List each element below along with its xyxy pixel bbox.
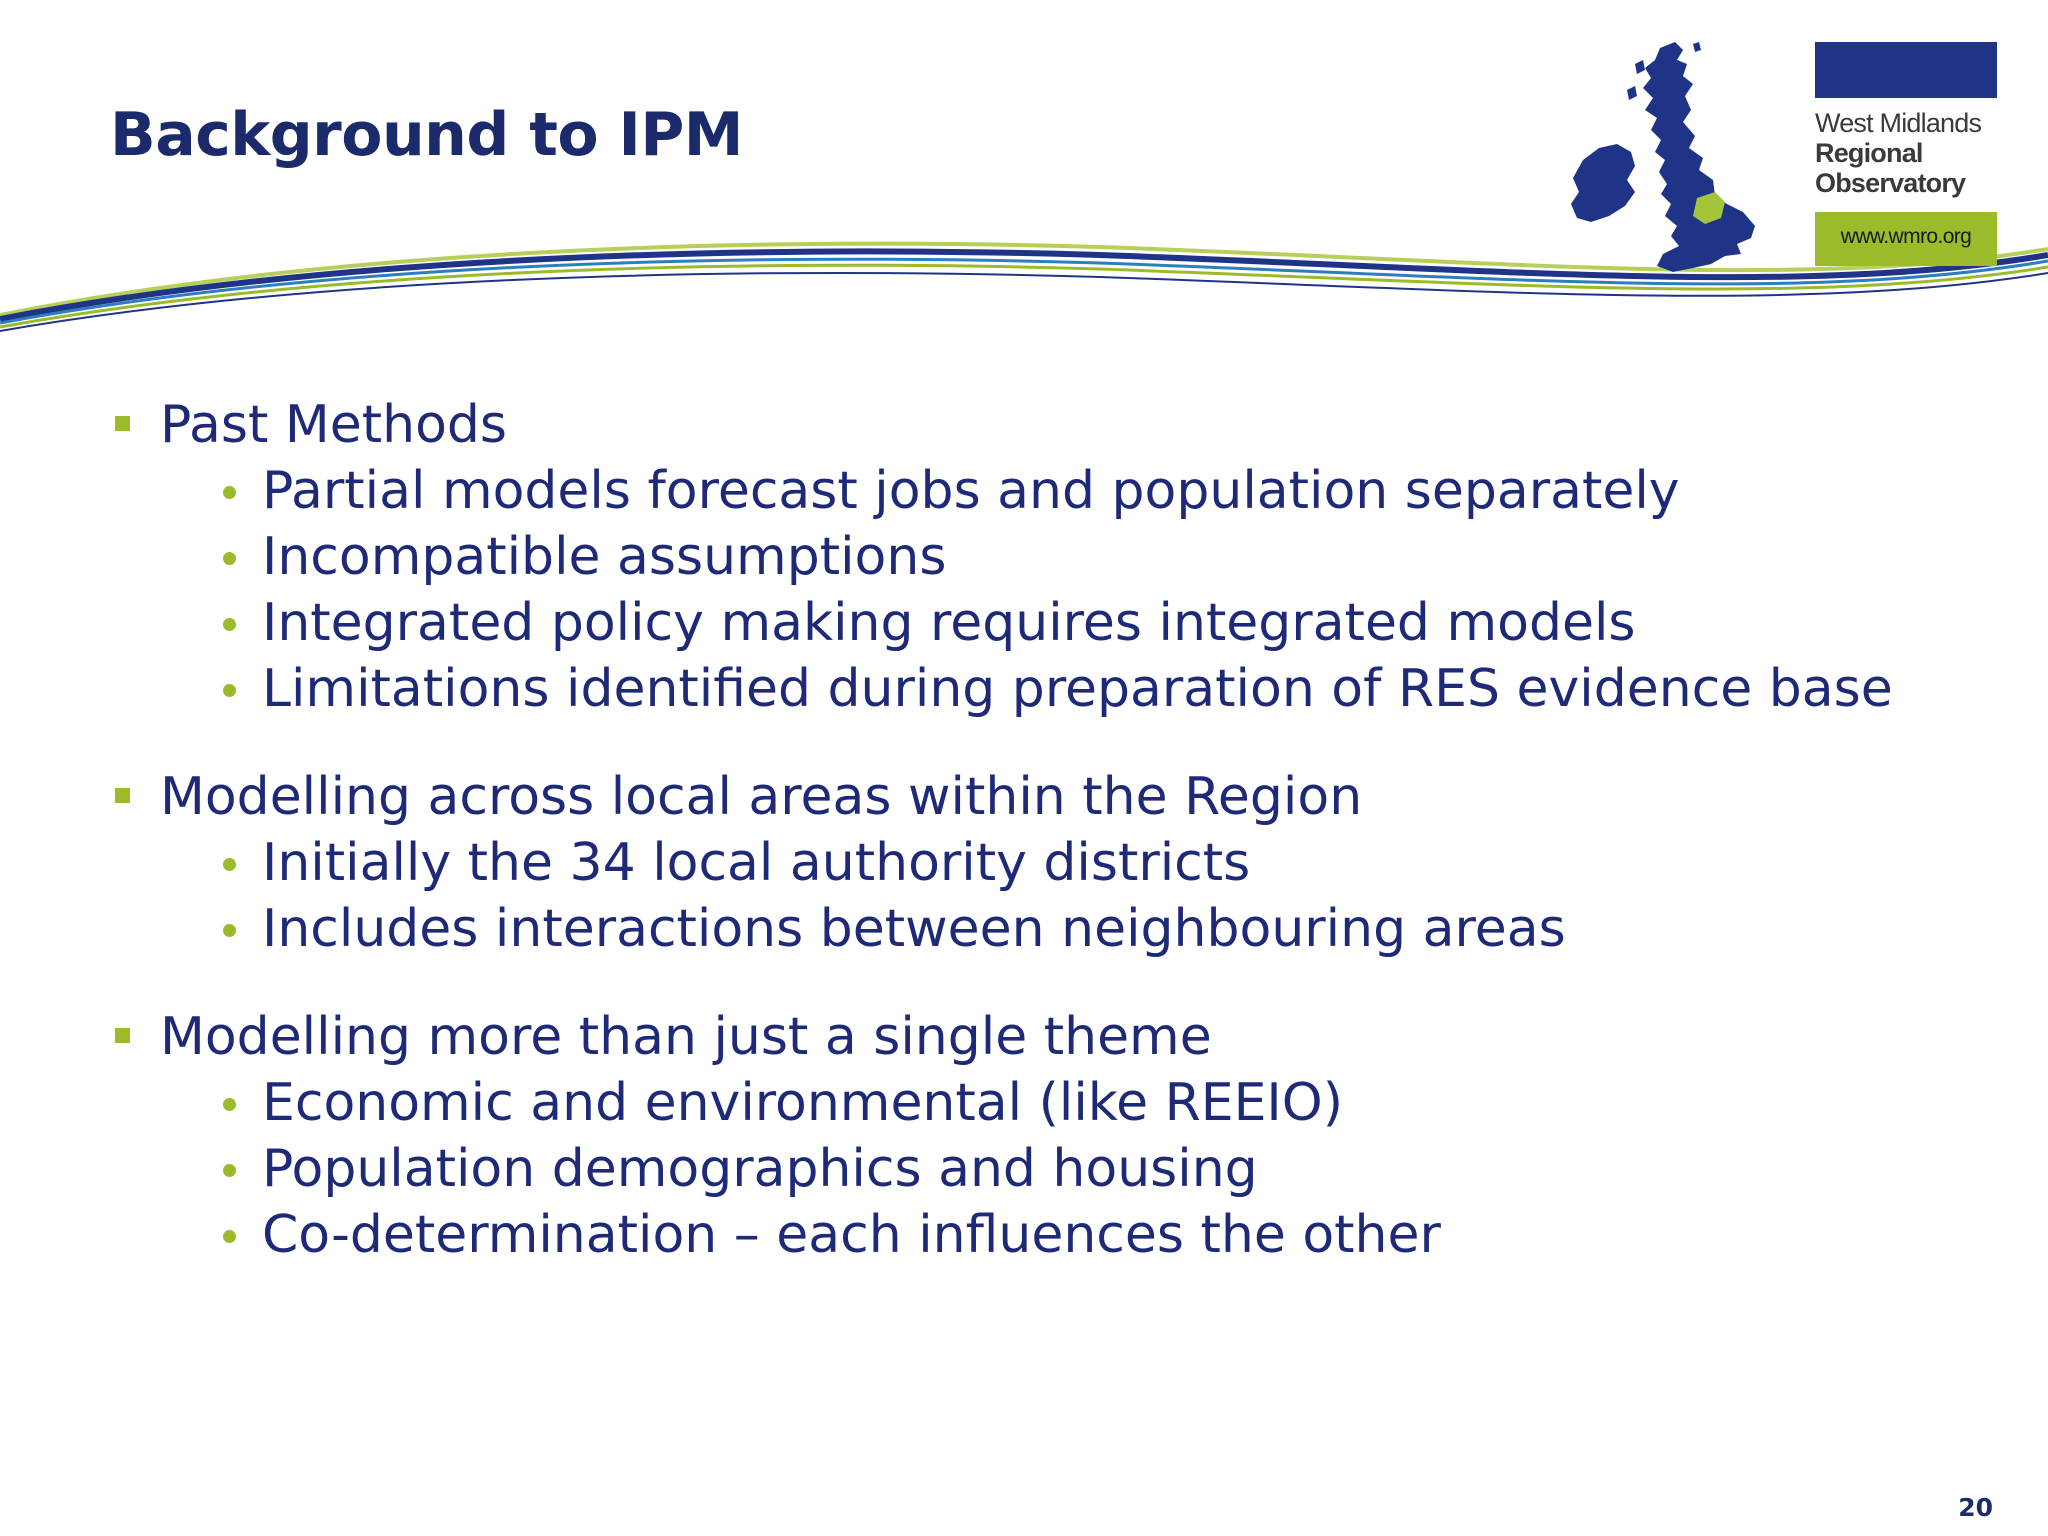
bullet-level2 xyxy=(110,656,2010,722)
logo-text-regional: Regional xyxy=(1815,138,1923,168)
square-bullet-icon xyxy=(115,416,130,431)
dot-bullet-icon xyxy=(223,924,236,937)
bullet-text: Population demographics and housing xyxy=(262,1139,1258,1199)
bullet-text: Co-determination – each influences the other xyxy=(262,1205,1441,1265)
page-number: 20 xyxy=(1958,1493,1993,1522)
logo-url-box xyxy=(1815,212,1997,266)
bullet-text: Integrated policy making requires integrated models xyxy=(262,593,1636,653)
bullet-level2 xyxy=(110,458,2010,524)
dot-bullet-icon xyxy=(223,1230,236,1243)
bullet-level2 xyxy=(110,1136,2010,1202)
bullet-level2 xyxy=(110,524,2010,590)
logo-url: www.wmro.org xyxy=(1840,225,1972,248)
bullet-level1 xyxy=(110,764,2010,830)
bullet-level2 xyxy=(110,896,2010,962)
bullet-text: Includes interactions between neighbouring areas xyxy=(262,899,1566,959)
dot-bullet-icon xyxy=(223,858,236,871)
bullet-text: Partial models forecast jobs and population separately xyxy=(262,461,1680,521)
square-bullet-icon xyxy=(115,1028,130,1043)
dot-bullet-icon xyxy=(223,486,236,499)
square-bullet-icon xyxy=(115,788,130,803)
bullet-heading: Past Methods xyxy=(160,395,508,455)
slide-body xyxy=(110,392,2010,1310)
dot-bullet-icon xyxy=(223,552,236,565)
logo-blue-bar xyxy=(1815,42,1997,98)
bullet-level2 xyxy=(110,1070,2010,1136)
bullet-level1 xyxy=(110,1004,2010,1070)
wmro-logo xyxy=(1815,42,1997,267)
bullet-text: Initially the 34 local authority districts xyxy=(262,833,1251,893)
bullet-section-local-areas xyxy=(110,764,2010,962)
logo-text-west-midlands: West Midlands xyxy=(1815,108,1982,138)
dot-bullet-icon xyxy=(223,618,236,631)
bullet-section-past-methods xyxy=(110,392,2010,722)
slide-title: Background to IPM xyxy=(110,100,744,170)
bullet-section-themes xyxy=(110,1004,2010,1268)
dot-bullet-icon xyxy=(223,1164,236,1177)
bullet-level2 xyxy=(110,590,2010,656)
bullet-text: Limitations identified during preparation of RES evidence base xyxy=(262,659,1893,719)
bullet-text: Economic and environmental (like REEIO) xyxy=(262,1073,1343,1133)
logo-text-observatory: Observatory xyxy=(1815,168,1966,198)
uk-map-icon xyxy=(1565,40,1775,275)
bullet-text: Incompatible assumptions xyxy=(262,527,947,587)
bullet-heading: Modelling across local areas within the Region xyxy=(160,767,1363,827)
dot-bullet-icon xyxy=(223,1098,236,1111)
bullet-level2 xyxy=(110,830,2010,896)
bullet-heading: Modelling more than just a single theme xyxy=(160,1007,1212,1067)
dot-bullet-icon xyxy=(223,684,236,697)
bullet-level1 xyxy=(110,392,2010,458)
bullet-level2 xyxy=(110,1202,2010,1268)
